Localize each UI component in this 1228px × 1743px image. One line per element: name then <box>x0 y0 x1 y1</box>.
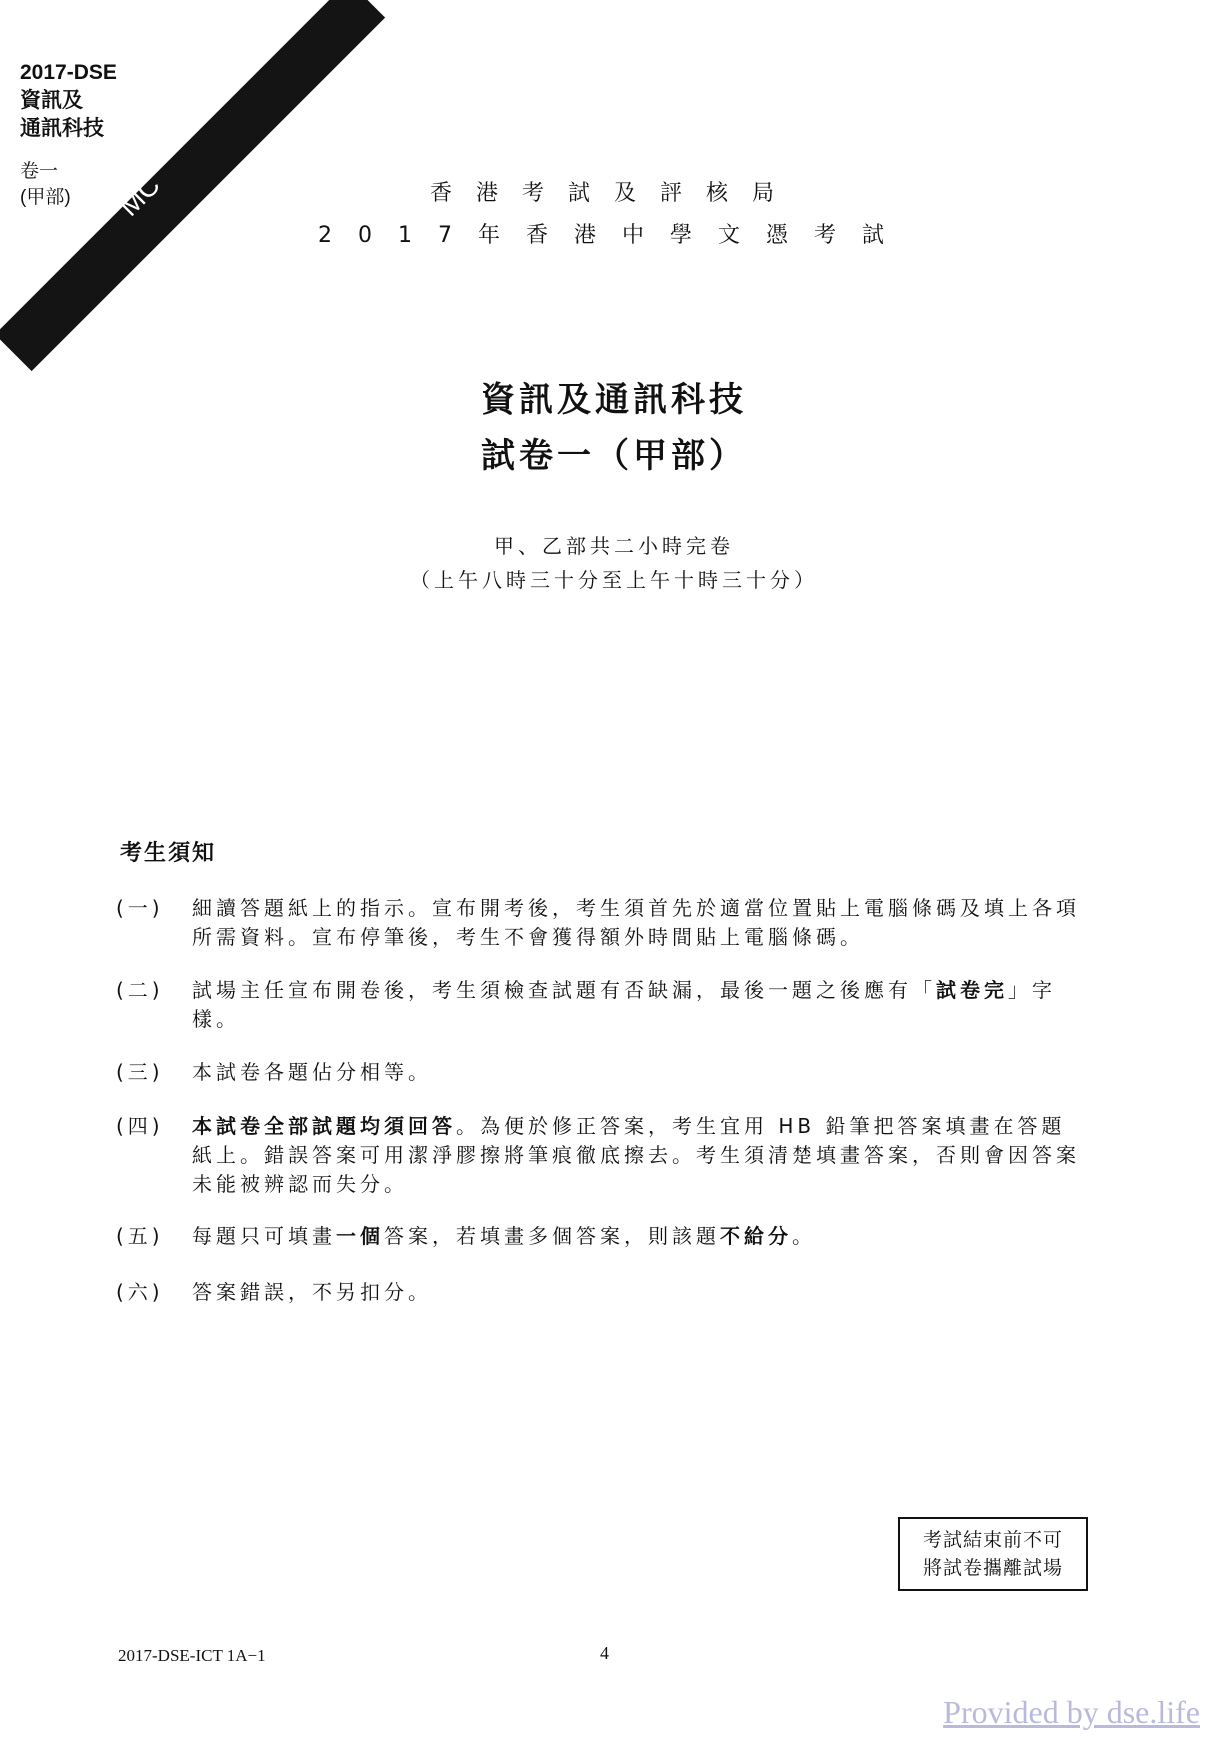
instruction-number: (四) <box>116 1114 164 1138</box>
instructions-heading: 考生須知 <box>120 841 217 866</box>
duration: 甲、乙部共二小時完卷 <box>494 534 734 558</box>
instruction-text-part: 每題只可填畫 <box>192 1224 336 1248</box>
instruction-emphasis: 試卷完 <box>936 978 1008 1002</box>
paper-short-line2: (甲部) <box>20 187 71 208</box>
notice-line: 考試結束前不可 <box>922 1529 1063 1551</box>
instruction-text <box>192 976 1086 1034</box>
instruction-item <box>116 1112 1086 1199</box>
subject-title: 資訊及通訊科技 <box>481 380 747 420</box>
instruction-text: 答案錯誤，不另扣分。 <box>192 1280 432 1304</box>
watermark-link[interactable]: Provided by dse.life <box>943 1694 1200 1730</box>
paper-title: 試卷一（甲部） <box>481 436 747 476</box>
instruction-number: (三) <box>116 1060 164 1084</box>
notice-line: 將試卷攜離試場 <box>922 1557 1063 1579</box>
paper-code: 2017-DSE-ICT 1A−1 <box>118 1646 266 1665</box>
instruction-number: (六) <box>116 1280 164 1304</box>
exam-code: 2017-DSE <box>20 61 117 84</box>
instruction-text-part: 答案，若填畫多個答案，則該題 <box>384 1224 720 1248</box>
instruction-item <box>116 1278 1086 1307</box>
instruction-emphasis: 本試卷全部試題均須回答 <box>192 1114 456 1138</box>
page-number: 4 <box>600 1643 609 1663</box>
instruction-number: (一) <box>116 896 164 920</box>
instruction-item <box>116 976 1086 1034</box>
instruction-text-part: 」字樣。 <box>192 978 1056 1031</box>
subject-short-line1: 資訊及 <box>20 89 83 112</box>
exam-title: 2017年香港中學文憑考試 <box>318 223 910 248</box>
paper-short-line1: 卷一 <box>20 161 59 182</box>
mc-tag: MC <box>113 169 166 223</box>
instruction-text: 細讀答題紙上的指示。宣布開考後，考生須首先於適當位置貼上電腦條碼及填上各項所需資料。宣布停筆後，考生不會獲得額外時間貼上電腦條碼。 <box>192 896 1080 949</box>
instruction-item <box>116 1058 1086 1087</box>
instruction-text-part: 。為便於修正答案，考生宜用 HB 鉛筆把答案填畫在答題紙上。錯誤答案可用潔淨膠擦將筆痕徹底擦去。考生須清楚填畫答案，否則會因答案未能被辨認而失分。 <box>192 1114 1080 1196</box>
instruction-text-part: 試場主任宣布開卷後，考生須檢查試題有否缺漏，最後一題之後應有「 <box>192 978 936 1002</box>
instruction-text-part: 。 <box>792 1224 816 1248</box>
instruction-item <box>116 1222 1086 1251</box>
exam-authority: 香港考試及評核局 <box>429 181 798 206</box>
instruction-number: (五) <box>116 1224 164 1248</box>
instruction-emphasis: 一個 <box>336 1224 384 1248</box>
time-range: （上午八時三十分至上午十時三十分） <box>410 568 818 592</box>
instruction-item <box>116 894 1086 952</box>
instruction-text <box>192 1222 1086 1251</box>
instruction-emphasis: 不給分 <box>720 1224 792 1248</box>
no-removal-notice-box <box>898 1517 1088 1591</box>
instruction-number: (二) <box>116 978 164 1002</box>
instruction-text: 本試卷各題佔分相等。 <box>192 1060 432 1084</box>
instruction-text <box>192 1112 1086 1199</box>
subject-short-line2: 通訊科技 <box>20 117 104 140</box>
